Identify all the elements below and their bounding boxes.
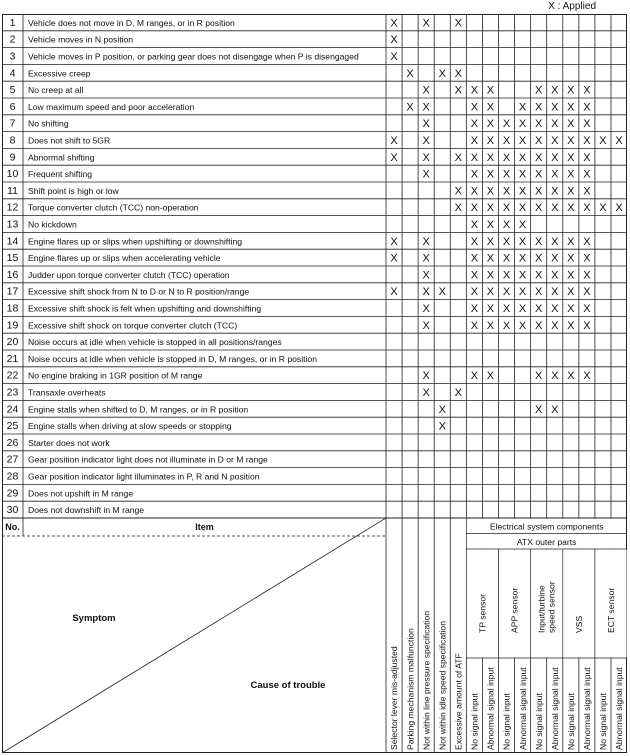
row-number: 24: [6, 403, 19, 416]
applied-mark: X: [486, 269, 495, 282]
sensor-group-label: TP sensor: [477, 593, 488, 633]
applied-mark: X: [518, 168, 527, 181]
symptom-item: Vehicle moves in N position: [28, 34, 134, 45]
applied-mark: X: [534, 168, 543, 181]
cause-column-label: Selector lever mis-adjusted: [389, 646, 400, 750]
applied-mark: X: [534, 151, 543, 164]
applied-mark: X: [551, 185, 559, 198]
applied-mark: X: [502, 286, 511, 299]
applied-mark: X: [518, 185, 527, 198]
applied-mark: X: [470, 185, 479, 198]
applied-mark: X: [518, 252, 527, 265]
row-number: 29: [6, 487, 19, 500]
applied-mark: X: [470, 202, 479, 215]
row-number: 4: [9, 67, 16, 80]
applied-mark: X: [390, 235, 398, 248]
symptom-item: Frequent shifting: [28, 169, 93, 180]
applied-mark: X: [470, 269, 479, 282]
applied-mark: X: [438, 286, 446, 299]
applied-mark: X: [518, 303, 527, 315]
applied-mark: X: [454, 387, 462, 399]
symptom-item: Starter does not work: [28, 437, 110, 448]
applied-mark: X: [534, 235, 543, 248]
applied-mark: X: [599, 135, 607, 147]
applied-mark: X: [502, 252, 511, 265]
symptom-item: Abnormal shifting: [28, 152, 95, 163]
applied-mark: X: [518, 135, 527, 147]
applied-mark: X: [551, 151, 559, 164]
symptom-item: No kickdown: [28, 219, 77, 230]
applied-mark: X: [567, 101, 575, 114]
row-number: 7: [9, 117, 16, 130]
applied-mark: X: [567, 269, 575, 282]
cause-column-label: Abnormal signal input: [485, 667, 496, 750]
row-number: 21: [6, 352, 19, 365]
applied-mark: X: [422, 286, 430, 299]
applied-mark: X: [534, 118, 543, 131]
applied-mark: X: [518, 202, 527, 215]
applied-mark: X: [486, 151, 495, 164]
symptom-item: Excessive creep: [28, 68, 91, 79]
applied-mark: X: [583, 135, 591, 147]
symptom-item: Engine stalls when driving at slow speeds or stopping: [28, 421, 232, 432]
symptom-item: No engine braking in 1GR position of M range: [28, 370, 203, 381]
applied-mark: X: [583, 235, 591, 248]
applied-mark: X: [470, 135, 479, 147]
applied-mark: X: [486, 185, 495, 198]
applied-mark: X: [470, 219, 479, 231]
applied-mark: X: [583, 118, 591, 131]
applied-mark: X: [486, 84, 495, 97]
symptom-item: No creep at all: [28, 85, 84, 96]
row-number: 20: [6, 336, 19, 349]
applied-mark: X: [406, 101, 414, 114]
applied-mark: X: [567, 252, 575, 265]
applied-mark: X: [567, 235, 575, 248]
applied-mark: X: [567, 286, 575, 299]
sensor-group-label: ECT sensor: [605, 587, 616, 633]
row-number: 13: [6, 218, 19, 231]
applied-mark: X: [502, 269, 511, 282]
applied-mark: X: [518, 269, 527, 282]
applied-mark: X: [551, 235, 559, 248]
row-number: 9: [9, 151, 16, 164]
applied-mark: X: [615, 202, 623, 215]
applied-mark: X: [486, 118, 495, 131]
applied-mark: X: [534, 84, 543, 97]
applied-mark: X: [486, 235, 495, 248]
applied-mark: X: [502, 202, 511, 215]
applied-mark: X: [534, 185, 543, 198]
applied-mark: X: [486, 303, 495, 315]
applied-mark: X: [422, 168, 430, 181]
applied-mark: X: [567, 151, 575, 164]
applied-mark: X: [502, 118, 511, 131]
row-number: 14: [6, 235, 19, 248]
applied-mark: X: [551, 303, 559, 315]
applied-mark: X: [502, 135, 511, 147]
applied-mark: X: [551, 168, 559, 181]
applied-mark: X: [583, 286, 591, 299]
diagnosis-table: [2, 14, 628, 754]
applied-mark: X: [502, 185, 511, 198]
applied-mark: X: [390, 286, 398, 299]
applied-mark: X: [567, 319, 575, 332]
legend-applied: X : Applied: [548, 1, 596, 12]
applied-mark: X: [567, 168, 575, 181]
header-no: No.: [5, 522, 20, 532]
symptom-item: No shifting: [28, 118, 69, 129]
header-electrical: Electrical system components: [489, 521, 604, 532]
applied-mark: X: [534, 269, 543, 282]
applied-mark: X: [422, 269, 430, 282]
row-number: 27: [6, 453, 19, 466]
applied-mark: X: [583, 303, 591, 315]
applied-mark: X: [422, 252, 430, 265]
row-number: 10: [6, 168, 19, 181]
symptom-item: Noise occurs at idle when vehicle is stopped in all positions/ranges: [28, 337, 282, 348]
applied-mark: X: [567, 135, 575, 147]
applied-mark: X: [583, 185, 591, 198]
applied-mark: X: [518, 219, 527, 231]
applied-mark: X: [583, 101, 591, 114]
applied-mark: X: [470, 319, 479, 332]
applied-mark: X: [438, 420, 446, 433]
row-number: 16: [6, 268, 19, 281]
sensor-group-label: Input/turbinespeed sensor: [536, 581, 557, 633]
cause-column-label: Not within idle speed specification: [437, 621, 448, 750]
symptom-item: Engine flares up or slips when accelerating vehicle: [28, 253, 221, 264]
applied-mark: X: [470, 303, 479, 315]
row-number: 17: [6, 285, 19, 298]
symptom-item: Engine flares up or slips when upshifting or downshifting: [28, 236, 243, 247]
applied-mark: X: [534, 135, 543, 147]
applied-mark: X: [551, 319, 559, 332]
cause-column-label: No signal input: [469, 693, 480, 750]
applied-mark: X: [567, 118, 575, 131]
symptom-item: Shift point is high or low: [28, 185, 119, 196]
cause-column-label: Not within line pressure specification: [421, 611, 432, 750]
applied-mark: X: [583, 168, 591, 181]
applied-mark: X: [502, 219, 511, 231]
applied-mark: X: [438, 67, 446, 80]
applied-mark: X: [454, 185, 462, 198]
cause-column-label: No signal input: [533, 693, 544, 750]
applied-mark: X: [390, 252, 398, 265]
applied-mark: X: [534, 101, 543, 114]
sensor-group-bg: [563, 550, 594, 658]
applied-mark: X: [406, 67, 414, 80]
applied-mark: X: [486, 168, 495, 181]
symptom-item: Engine stalls when shifted to D, M ranges, or in R position: [28, 404, 249, 415]
applied-mark: X: [502, 151, 511, 164]
applied-mark: X: [583, 151, 591, 164]
applied-mark: X: [486, 319, 495, 332]
row-number: 28: [6, 470, 19, 483]
applied-mark: X: [486, 101, 495, 114]
applied-mark: X: [390, 135, 398, 147]
applied-mark: X: [438, 403, 446, 416]
applied-mark: X: [534, 403, 543, 416]
applied-mark: X: [551, 101, 559, 114]
applied-mark: X: [470, 370, 479, 383]
applied-mark: X: [583, 84, 591, 97]
applied-mark: X: [422, 101, 430, 114]
applied-mark: X: [486, 370, 495, 383]
cause-column-label: No signal input: [501, 693, 512, 750]
symptom-item: Excessive shift shock from N to D or N to R position/range: [28, 286, 250, 297]
applied-mark: X: [454, 202, 462, 215]
symptom-item: Vehicle does not move in D, M ranges, or in R position: [28, 17, 235, 28]
applied-mark: X: [551, 118, 559, 131]
applied-mark: X: [422, 370, 430, 383]
applied-mark: X: [518, 319, 527, 332]
applied-mark: X: [390, 151, 398, 164]
header-diagonal: [2, 518, 386, 753]
applied-mark: X: [551, 84, 559, 97]
applied-mark: X: [390, 17, 398, 30]
applied-mark: X: [518, 101, 527, 114]
cause-column-label: No signal input: [566, 693, 577, 750]
sensor-group-label: VSS: [573, 615, 584, 633]
cause-column-label: Abnormal signal input: [549, 667, 560, 750]
applied-mark: X: [551, 286, 559, 299]
applied-mark: X: [486, 252, 495, 265]
applied-mark: X: [422, 151, 430, 164]
applied-mark: X: [615, 135, 623, 147]
applied-mark: X: [422, 84, 430, 97]
symptom-item: Transaxle overheats: [28, 387, 106, 398]
applied-mark: X: [567, 202, 575, 215]
applied-mark: X: [534, 286, 543, 299]
applied-mark: X: [470, 151, 479, 164]
symptom-item: Judder upon torque converter clutch (TCC) operation: [28, 269, 230, 280]
applied-mark: X: [567, 185, 575, 198]
row-number: 19: [6, 319, 19, 332]
row-number: 30: [6, 504, 19, 517]
applied-mark: X: [518, 151, 527, 164]
row-number: 23: [6, 386, 19, 399]
applied-mark: X: [486, 135, 495, 147]
cause-column-label: Abnormal signal input: [517, 667, 528, 750]
applied-mark: X: [534, 202, 543, 215]
symptom-item: Does not downshift in M range: [28, 505, 145, 516]
applied-mark: X: [470, 252, 479, 265]
applied-mark: X: [551, 135, 559, 147]
header-symptom: Symptom: [72, 613, 116, 624]
applied-mark: X: [422, 118, 430, 131]
applied-mark: X: [599, 202, 607, 215]
applied-mark: X: [470, 101, 479, 114]
cause-column-label: Parking mechanism malfunction: [405, 628, 416, 750]
row-number: 11: [7, 184, 18, 197]
applied-mark: X: [551, 403, 559, 416]
applied-mark: X: [422, 387, 430, 399]
applied-mark: X: [390, 34, 398, 47]
applied-mark: X: [422, 135, 430, 147]
applied-mark: X: [454, 67, 462, 80]
applied-mark: X: [551, 202, 559, 215]
row-number: 2: [9, 33, 16, 46]
row-number: 18: [6, 302, 19, 315]
symptom-item: Does not upshift in M range: [28, 488, 134, 499]
applied-mark: X: [502, 319, 511, 332]
applied-mark: X: [502, 168, 511, 181]
applied-mark: X: [486, 219, 495, 231]
applied-mark: X: [390, 51, 398, 63]
applied-mark: X: [486, 286, 495, 299]
applied-mark: X: [518, 118, 527, 131]
applied-mark: X: [422, 235, 430, 248]
applied-mark: X: [454, 151, 462, 164]
row-number: 22: [6, 369, 19, 382]
applied-mark: X: [486, 202, 495, 215]
applied-mark: X: [470, 118, 479, 131]
applied-mark: X: [502, 303, 511, 315]
row-number: 1: [9, 16, 16, 29]
applied-mark: X: [518, 286, 527, 299]
row-number: 8: [9, 134, 16, 147]
header-atx-outer: ATX outer parts: [516, 537, 577, 547]
row-number: 12: [6, 201, 19, 214]
row-number: 6: [9, 100, 16, 113]
applied-mark: X: [534, 303, 543, 315]
symptom-item: Noise occurs at idle when vehicle is stopped in D, M ranges, or in R position: [28, 353, 317, 364]
applied-mark: X: [534, 370, 543, 383]
applied-mark: X: [551, 252, 559, 265]
symptom-item: Gear position indicator light does not illuminate in D or M range: [28, 454, 268, 465]
row-number: 3: [9, 50, 16, 63]
cause-column-label: Abnormal signal input: [614, 667, 625, 750]
applied-mark: X: [470, 84, 479, 97]
applied-mark: X: [551, 370, 559, 383]
applied-mark: X: [583, 370, 591, 383]
sensor-group-label: APP sensor: [509, 587, 520, 633]
applied-mark: X: [534, 319, 543, 332]
applied-mark: X: [567, 370, 575, 383]
applied-mark: X: [422, 319, 430, 332]
applied-mark: X: [470, 235, 479, 248]
symptom-item: Low maximum speed and poor acceleration: [28, 101, 195, 112]
applied-mark: X: [518, 235, 527, 248]
row-number: 26: [6, 436, 19, 449]
symptom-item: Torque converter clutch (TCC) non-operation: [28, 202, 199, 213]
applied-mark: X: [470, 168, 479, 181]
applied-mark: X: [583, 269, 591, 282]
row-number: 15: [6, 252, 19, 265]
applied-mark: X: [534, 252, 543, 265]
cause-column-label: Excessive amount of ATF: [453, 653, 464, 750]
applied-mark: X: [422, 303, 430, 315]
symptom-item: Excessive shift shock on torque converter clutch (TCC): [28, 320, 238, 331]
applied-mark: X: [454, 84, 462, 97]
cause-column-label: No signal input: [598, 693, 609, 750]
header-item: Item: [195, 522, 214, 532]
applied-mark: X: [551, 269, 559, 282]
applied-mark: X: [422, 17, 430, 30]
applied-mark: X: [454, 17, 462, 30]
row-number: 25: [6, 420, 19, 433]
applied-mark: X: [567, 303, 575, 315]
applied-mark: X: [583, 202, 591, 215]
applied-mark: X: [470, 286, 479, 299]
row-number: 5: [9, 84, 16, 97]
symptom-item: Gear position indicator light illuminates in P, R and N position: [28, 471, 260, 482]
applied-mark: X: [583, 252, 591, 265]
symptom-item: Vehicle moves in P position, or parking gear does not disengage when P is disengaged: [28, 51, 359, 62]
applied-mark: X: [583, 319, 591, 332]
applied-mark: X: [502, 235, 511, 248]
symptom-item: Excessive shift shock is felt when upshifting and downshifting: [28, 303, 262, 314]
symptom-item: Does not shift to 5GR: [28, 135, 111, 146]
cause-column-label: Abnormal signal input: [582, 667, 593, 750]
applied-mark: X: [567, 84, 575, 97]
header-cause: Cause of trouble: [250, 680, 326, 691]
